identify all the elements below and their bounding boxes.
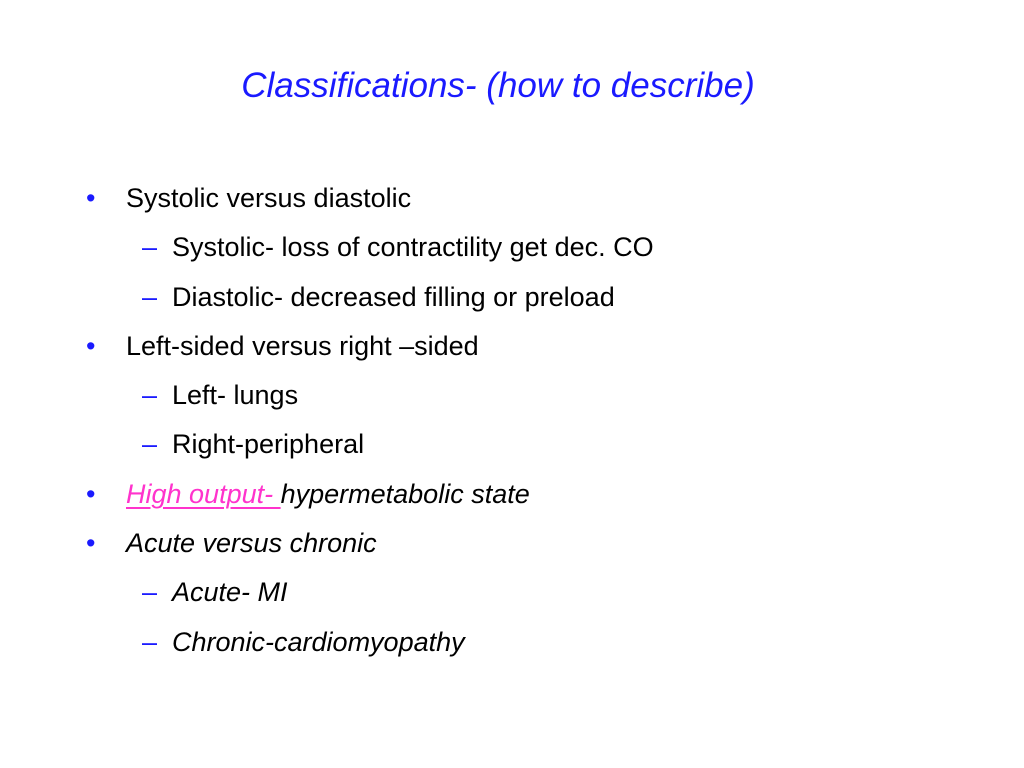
- bullet-text: [172, 570, 288, 615]
- dash-marker: –: [142, 281, 158, 312]
- sub-bullet-item: [0, 373, 1024, 422]
- text-segment: Left-sided versus right –sided: [126, 330, 479, 361]
- text-segment: Acute versus chronic: [126, 528, 377, 559]
- highlight-text: High output-: [126, 478, 281, 509]
- text-segment: Chronic-cardiomyopathy: [172, 626, 465, 657]
- bullet-item: [0, 472, 1024, 521]
- dash-marker: –: [142, 626, 158, 657]
- text-segment: Acute- MI: [172, 577, 288, 608]
- text-segment: Systolic versus diastolic: [126, 183, 412, 213]
- bullet-text: [172, 275, 615, 320]
- sub-bullet-item: [0, 620, 1024, 669]
- bullet-marker: •: [86, 528, 96, 559]
- bullet-marker: •: [86, 183, 96, 213]
- bullet-text: [126, 176, 411, 221]
- bullet-text: [126, 472, 530, 517]
- bullet-item: [0, 521, 1024, 570]
- bullet-marker: •: [86, 330, 96, 361]
- bullet-text: [172, 373, 298, 418]
- bullet-text: [172, 620, 465, 665]
- text-segment: Right-peripheral: [172, 429, 365, 460]
- text-segment: Left- lungs: [172, 380, 299, 411]
- dash-marker: –: [142, 232, 158, 263]
- bullet-list: [0, 176, 1024, 669]
- dash-marker: –: [142, 577, 158, 608]
- bullet-item: [0, 324, 1024, 373]
- text-segment: Systolic- loss of contractility get dec. CO: [172, 232, 654, 263]
- sub-bullet-item: [0, 225, 1024, 274]
- dash-marker: –: [142, 380, 158, 411]
- dash-marker: –: [142, 429, 158, 460]
- slide-title: Classifications- (how to describe): [241, 66, 755, 105]
- bullet-marker: •: [86, 478, 96, 509]
- sub-bullet-item: [0, 275, 1024, 324]
- bullet-text: [126, 521, 377, 566]
- bullet-text: [172, 225, 654, 270]
- text-segment: hypermetabolic state: [280, 478, 530, 509]
- bullet-item: [0, 176, 1024, 225]
- sub-bullet-item: [0, 422, 1024, 471]
- bullet-text: [172, 422, 364, 467]
- text-segment: Diastolic- decreased filling or preload: [172, 281, 615, 312]
- sub-bullet-item: [0, 570, 1024, 619]
- bullet-text: [126, 324, 479, 369]
